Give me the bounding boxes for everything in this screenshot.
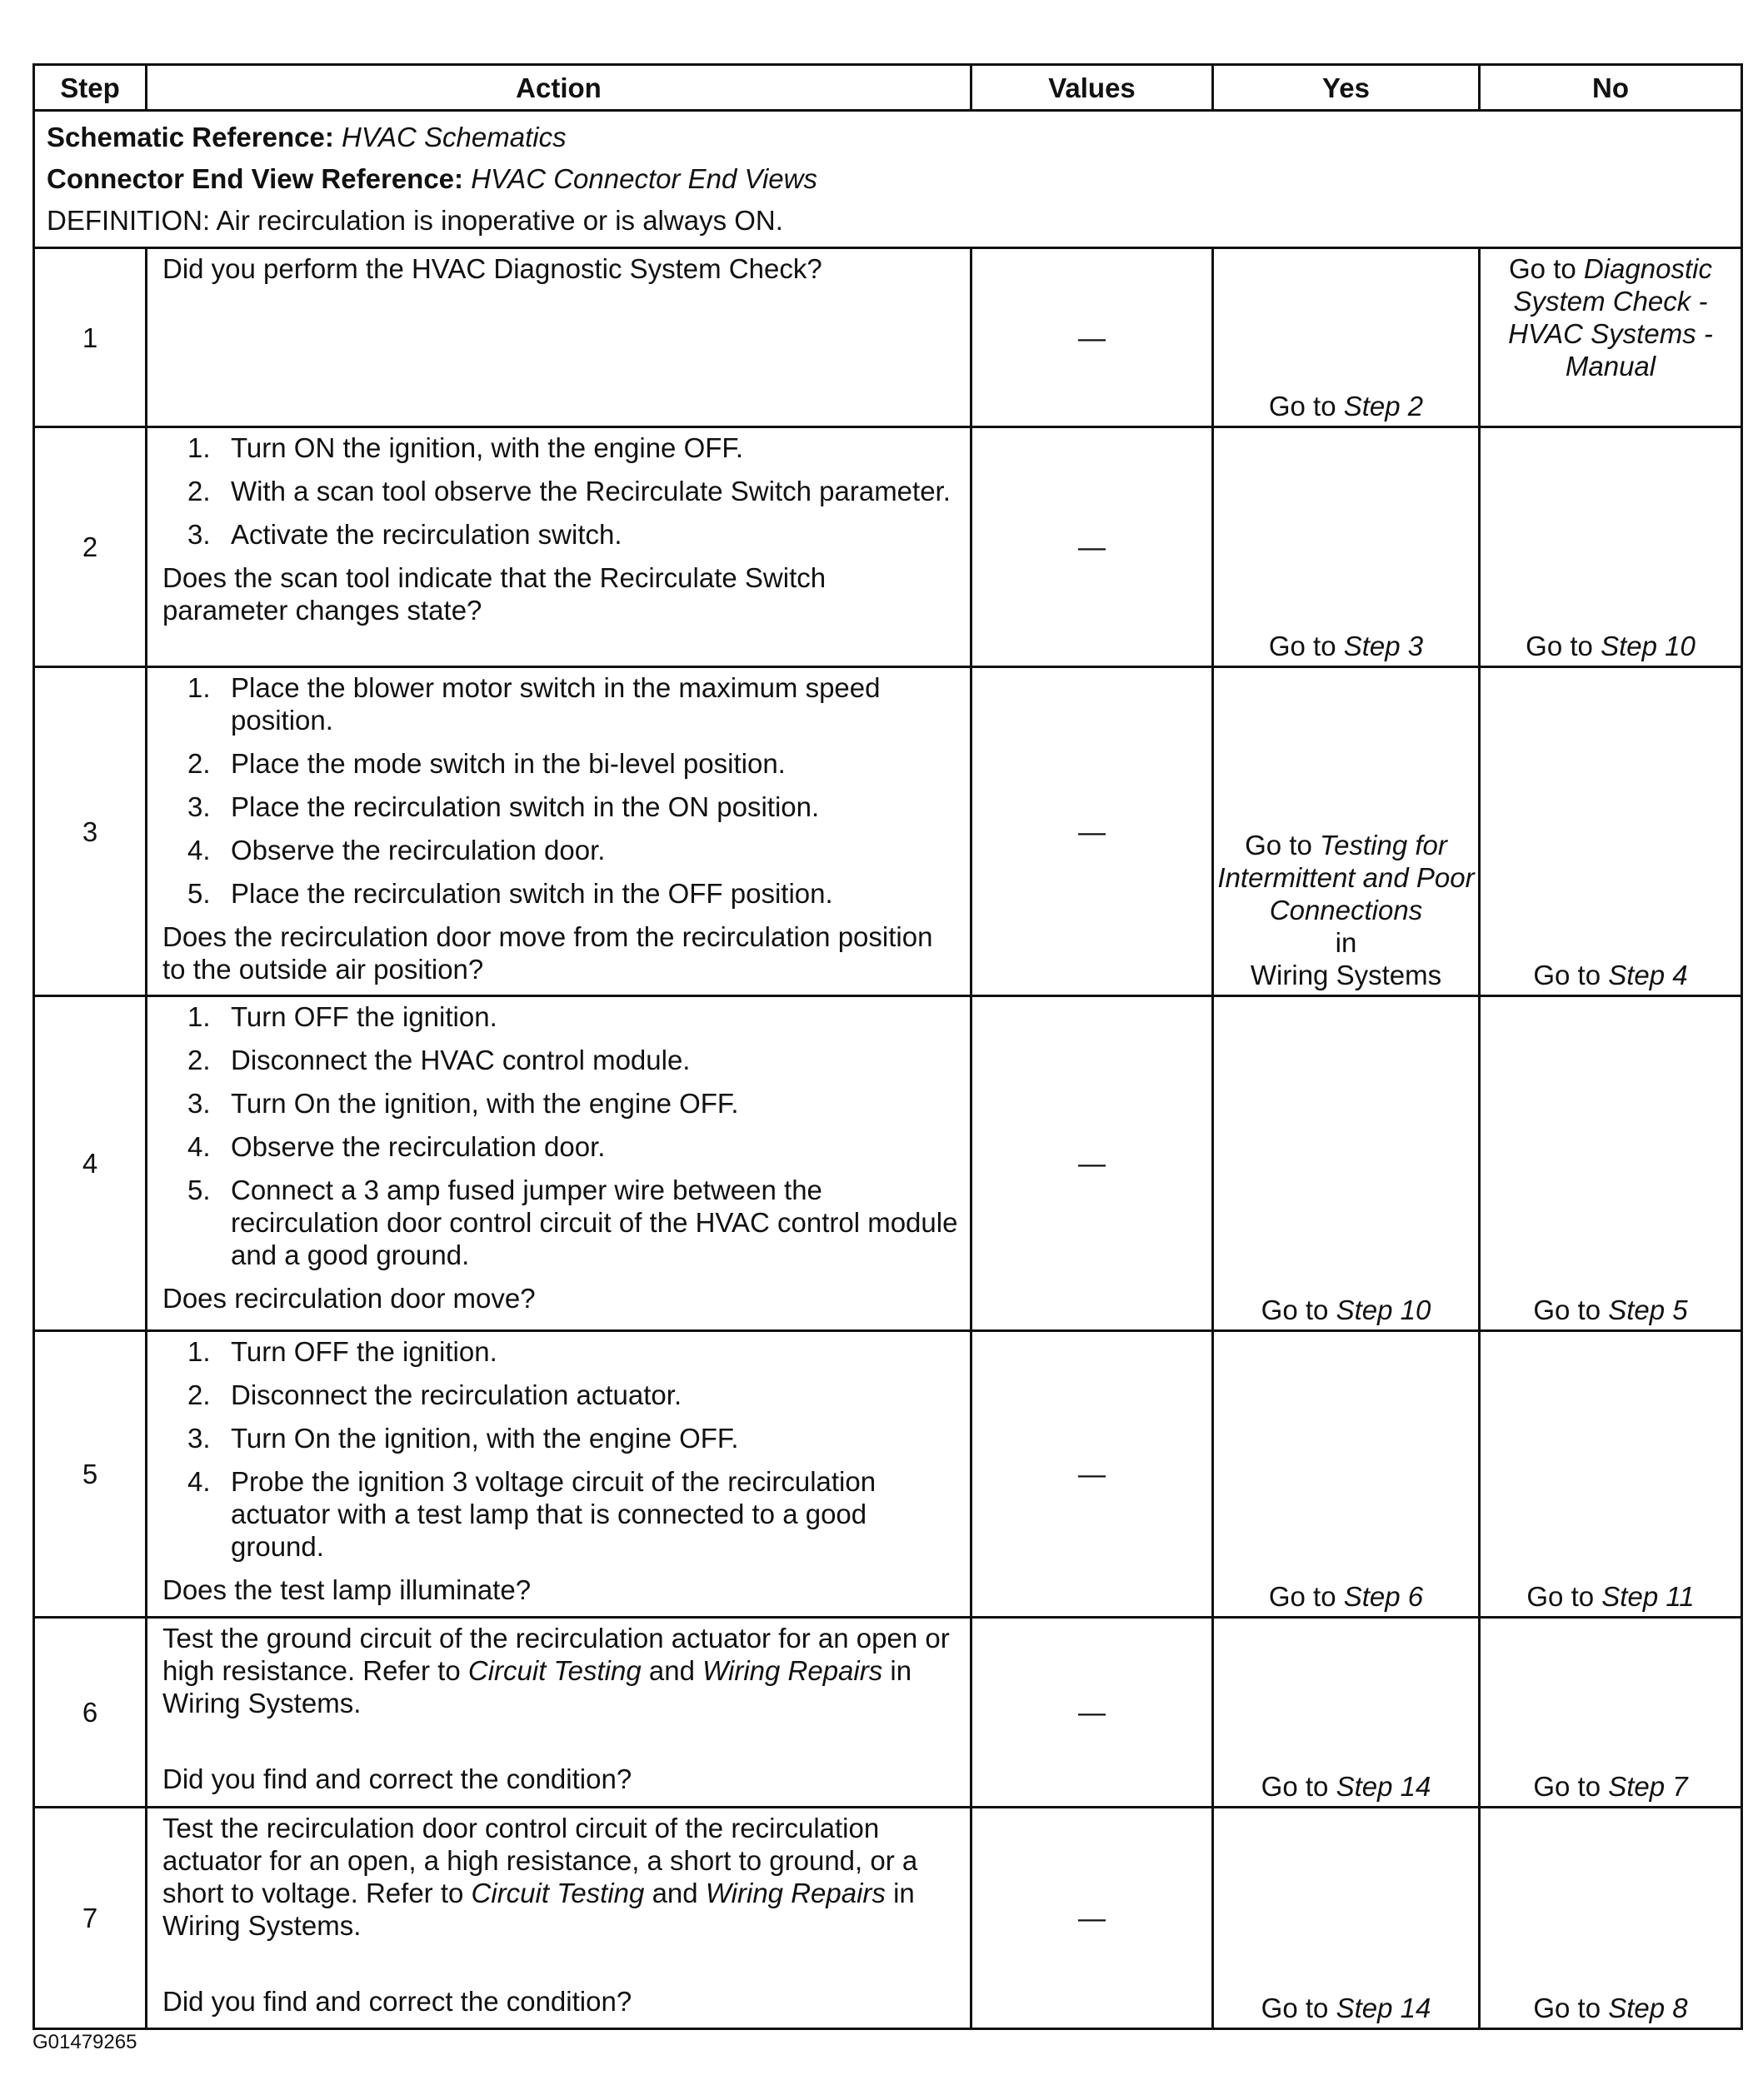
yes-prefix: Go to — [1245, 830, 1320, 860]
no-cell — [1480, 996, 1742, 1331]
table-row — [34, 1808, 1742, 2029]
yes-link[interactable]: Step 14 — [1336, 1771, 1431, 1802]
list-item: 1. Turn ON the ignition, with the engine OFF. — [187, 432, 744, 463]
no-prefix: Go to — [1526, 1581, 1602, 1612]
yes-prefix: Go to — [1268, 1581, 1344, 1612]
no-cell — [1480, 248, 1742, 427]
yes-cell — [1213, 1808, 1480, 2029]
values-cell: — — [971, 1808, 1213, 2029]
reference-row — [34, 111, 1742, 248]
header-action: Action — [147, 65, 971, 111]
schematic-reference-link[interactable]: HVAC Schematics — [342, 122, 567, 152]
yes-prefix: Go to — [1261, 1993, 1336, 2023]
reference-cell — [34, 111, 1742, 248]
connector-reference-link[interactable]: HVAC Connector End Views — [471, 163, 817, 194]
header-step: Step — [34, 65, 147, 111]
list-item: 3. Activate the recirculation switch. — [187, 519, 622, 550]
no-prefix: Go to — [1533, 960, 1609, 990]
yes-prefix: Go to — [1261, 1294, 1336, 1325]
yes-cell — [1213, 1618, 1480, 1808]
schematic-reference-label: Schematic Reference: — [47, 122, 334, 152]
action-question: Does the test lamp illuminate? — [162, 1574, 532, 1605]
action-cell — [147, 1618, 971, 1808]
figure-id: G01479265 — [32, 2031, 137, 2053]
yes-link[interactable]: Testing for Intermittent and Poor Connections — [1217, 830, 1475, 925]
no-link[interactable]: Step 4 — [1608, 960, 1688, 990]
yes-cell — [1213, 248, 1480, 427]
table-row — [34, 1331, 1742, 1618]
yes-link[interactable]: Step 3 — [1343, 631, 1424, 661]
no-link[interactable]: Step 8 — [1608, 1993, 1688, 2023]
action-cell — [147, 427, 971, 667]
action-cell — [147, 1331, 971, 1618]
no-cell — [1480, 667, 1742, 996]
list-item: 3. Place the recirculation switch in the ON position. — [187, 791, 820, 822]
list-item: 2. Disconnect the HVAC control module. — [187, 1045, 691, 1075]
no-link[interactable]: Diagnostic System Check - HVAC Systems - Manual — [1508, 253, 1713, 382]
action-question: Did you find and correct the condition? — [162, 1986, 632, 2017]
action-text: Test the recirculation door control circuit of the recirculation actuator for an open, a high resistance, a short to ground, or a short to voltage. Refer to Circuit Testing and Wiring Repairs in Wiring Systems. — [162, 1813, 918, 1941]
no-prefix: Go to — [1533, 1993, 1609, 2023]
yes-suffix: Wiring Systems — [1250, 960, 1442, 990]
header-values: Values — [971, 65, 1213, 111]
list-item: 3. Turn On the ignition, with the engine OFF. — [187, 1423, 739, 1454]
list-item: 5. Connect a 3 amp fused jumper wire between the recirculation door control circuit of the HVAC control module and a good ground. — [187, 1175, 958, 1270]
yes-cell — [1213, 427, 1480, 667]
action-cell — [147, 248, 971, 427]
schematic-reference — [47, 117, 1729, 158]
no-link[interactable]: Step 10 — [1601, 631, 1696, 661]
no-cell — [1480, 1808, 1742, 2029]
list-item: 1. Place the blower motor switch in the maximum speed position. — [187, 672, 881, 736]
no-prefix: Go to — [1533, 1294, 1609, 1325]
list-item: 4. Observe the recirculation door. — [187, 835, 606, 865]
yes-cell — [1213, 667, 1480, 996]
no-cell — [1480, 1331, 1742, 1618]
yes-prefix: Go to — [1261, 1771, 1336, 1802]
values-cell: — — [971, 248, 1213, 427]
action-list — [162, 671, 958, 910]
action-cell — [147, 996, 971, 1331]
no-link[interactable]: Step 11 — [1601, 1581, 1695, 1612]
header-no: No — [1480, 65, 1742, 111]
action-cell — [147, 1808, 971, 2029]
action-question: Did you find and correct the condition? — [162, 1763, 632, 1794]
action-list — [162, 1335, 958, 1563]
no-cell — [1480, 1618, 1742, 1808]
wiring-repairs-link[interactable]: Wiring Repairs — [702, 1655, 883, 1686]
values-cell: — — [971, 427, 1213, 667]
step-number: 1 — [34, 248, 147, 427]
values-cell: — — [971, 996, 1213, 1331]
step-number: 2 — [34, 427, 147, 667]
list-item: 5. Place the recirculation switch in the OFF position. — [187, 878, 833, 909]
no-prefix: Go to — [1533, 1771, 1609, 1802]
action-list — [162, 1000, 958, 1271]
yes-link[interactable]: Step 2 — [1343, 391, 1424, 421]
list-item: 2. With a scan tool observe the Recirculate Switch parameter. — [187, 476, 951, 506]
action-question: Does the recirculation door move from the recirculation position to the outside air position? — [162, 921, 933, 985]
yes-link[interactable]: Step 10 — [1336, 1294, 1431, 1325]
circuit-testing-link[interactable]: Circuit Testing — [471, 1878, 645, 1908]
yes-cell — [1213, 1331, 1480, 1618]
table-row — [34, 667, 1742, 996]
diagnostic-table — [32, 63, 1743, 2030]
yes-prefix: Go to — [1268, 391, 1344, 421]
no-link[interactable]: Step 5 — [1608, 1294, 1688, 1325]
list-item: 1. Turn OFF the ignition. — [187, 1001, 497, 1032]
step-number: 7 — [34, 1808, 147, 2029]
no-cell — [1480, 427, 1742, 667]
circuit-testing-link[interactable]: Circuit Testing — [467, 1655, 642, 1686]
list-item: 4. Observe the recirculation door. — [187, 1131, 606, 1162]
list-item: 4. Probe the ignition 3 voltage circuit of the recirculation actuator with a test lamp that is connected to a good ground. — [187, 1466, 877, 1562]
action-question: Did you perform the HVAC Diagnostic System Check? — [162, 253, 822, 284]
no-prefix: Go to — [1526, 631, 1601, 661]
list-item: 1. Turn OFF the ignition. — [187, 1336, 497, 1367]
values-cell: — — [971, 1618, 1213, 1808]
no-prefix: Go to — [1509, 253, 1584, 284]
yes-mid: in — [1335, 927, 1357, 958]
yes-link[interactable]: Step 6 — [1343, 1581, 1424, 1612]
list-item: 2. Place the mode switch in the bi-level position. — [187, 748, 786, 779]
definition: DEFINITION: Air recirculation is inoperative or is always ON. — [47, 205, 783, 236]
table-row — [34, 427, 1742, 667]
table-row — [34, 248, 1742, 427]
no-link[interactable]: Step 7 — [1608, 1771, 1688, 1802]
list-item: 2. Disconnect the recirculation actuator. — [187, 1379, 682, 1410]
table-row — [34, 996, 1742, 1331]
connector-reference-label: Connector End View Reference: — [47, 163, 464, 194]
header-yes: Yes — [1213, 65, 1480, 111]
values-cell: — — [971, 1331, 1213, 1618]
header-row — [34, 65, 1742, 111]
table-row — [34, 1618, 1742, 1808]
wiring-repairs-link[interactable]: Wiring Repairs — [705, 1878, 886, 1908]
yes-link[interactable]: Step 14 — [1336, 1993, 1431, 2023]
step-number: 6 — [34, 1618, 147, 1808]
step-number: 5 — [34, 1331, 147, 1618]
list-item: 3. Turn On the ignition, with the engine OFF. — [187, 1088, 739, 1119]
yes-cell — [1213, 996, 1480, 1331]
yes-prefix: Go to — [1268, 631, 1344, 661]
connector-reference — [47, 158, 1729, 200]
step-number: 3 — [34, 667, 147, 996]
action-list — [162, 431, 958, 551]
action-question: Does recirculation door move? — [162, 1283, 536, 1314]
action-question: Does the scan tool indicate that the Recirculate Switch parameter changes state? — [162, 562, 827, 626]
action-cell — [147, 667, 971, 996]
values-cell: — — [971, 667, 1213, 996]
action-text: Test the ground circuit of the recirculation actuator for an open or high resistance. Refer to Circuit Testing and Wiring Repairs in Wiring Systems. — [162, 1623, 950, 1718]
step-number: 4 — [34, 996, 147, 1331]
